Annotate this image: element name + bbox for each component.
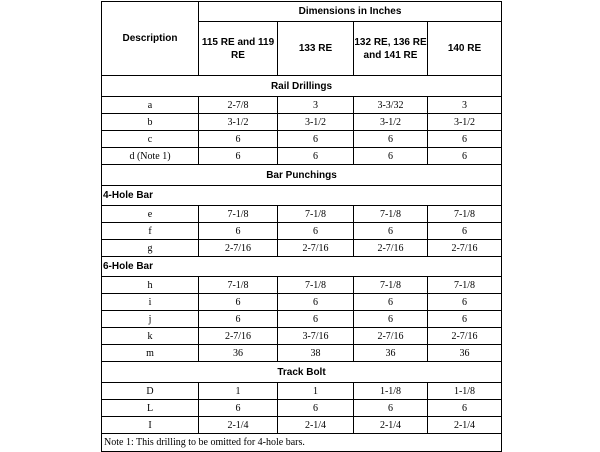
table-row (102, 148, 502, 165)
row-label: I (102, 417, 199, 434)
cell: 6 (428, 311, 502, 328)
cell: 6 (428, 400, 502, 417)
cell: 6 (354, 148, 428, 165)
cell: 6 (278, 294, 354, 311)
table-row (102, 223, 502, 240)
table-row (102, 206, 502, 223)
row-label: j (102, 311, 199, 328)
cell: 3-3/32 (354, 97, 428, 114)
cell: 7-1/8 (428, 277, 502, 294)
table-row (102, 240, 502, 257)
section-rail-drillings: Rail Drillings (102, 76, 502, 97)
cell: 7-1/8 (354, 277, 428, 294)
cell: 6 (278, 131, 354, 148)
cell: 2-1/4 (354, 417, 428, 434)
table-row (102, 400, 502, 417)
header-dimensions: Dimensions in Inches (199, 2, 502, 22)
table-row (102, 294, 502, 311)
cell: 6 (199, 400, 278, 417)
cell: 1-1/8 (428, 383, 502, 400)
cell: 36 (428, 345, 502, 362)
cell: 2-7/8 (199, 97, 278, 114)
cell: 6 (354, 294, 428, 311)
row-label: h (102, 277, 199, 294)
cell: 3-1/2 (278, 114, 354, 131)
cell: 3 (278, 97, 354, 114)
row-label: a (102, 97, 199, 114)
cell: 6 (199, 223, 278, 240)
cell: 6 (278, 400, 354, 417)
header-col-1: 115 RE and 119 RE (199, 22, 278, 76)
cell: 7-1/8 (278, 277, 354, 294)
table-row (102, 131, 502, 148)
cell: 6 (354, 311, 428, 328)
cell: 6 (354, 131, 428, 148)
header-description: Description (102, 2, 199, 76)
table-row (102, 417, 502, 434)
cell: 2-7/16 (428, 240, 502, 257)
cell: 6 (354, 223, 428, 240)
header-col-3: 132 RE, 136 RE and 141 RE (354, 22, 428, 76)
cell: 3 (428, 97, 502, 114)
cell: 36 (354, 345, 428, 362)
cell: 2-7/16 (354, 240, 428, 257)
cell: 3-1/2 (199, 114, 278, 131)
cell: 7-1/8 (199, 277, 278, 294)
row-label: e (102, 206, 199, 223)
cell: 6 (199, 311, 278, 328)
row-label: k (102, 328, 199, 345)
row-label: g (102, 240, 199, 257)
cell: 6 (354, 400, 428, 417)
cell: 3-7/16 (278, 328, 354, 345)
cell: 2-7/16 (278, 240, 354, 257)
dimensions-table-container (101, 1, 501, 452)
cell: 7-1/8 (199, 206, 278, 223)
table-note: Note 1: This drilling to be omitted for 4-hole bars. (102, 434, 502, 452)
table-row (102, 277, 502, 294)
cell: 6 (199, 148, 278, 165)
cell: 7-1/8 (354, 206, 428, 223)
row-label: f (102, 223, 199, 240)
cell: 2-7/16 (199, 328, 278, 345)
cell: 7-1/8 (278, 206, 354, 223)
table-row (102, 97, 502, 114)
cell: 6 (428, 223, 502, 240)
subsection-4-hole-bar: 4-Hole Bar (102, 186, 502, 206)
table-row (102, 383, 502, 400)
header-col-2: 133 RE (278, 22, 354, 76)
cell: 1 (278, 383, 354, 400)
row-label: L (102, 400, 199, 417)
row-label: c (102, 131, 199, 148)
table-row (102, 345, 502, 362)
cell: 36 (199, 345, 278, 362)
row-label: i (102, 294, 199, 311)
table-row (102, 311, 502, 328)
header-col-4: 140 RE (428, 22, 502, 76)
cell: 6 (199, 131, 278, 148)
row-label: b (102, 114, 199, 131)
cell: 6 (199, 294, 278, 311)
table-row (102, 114, 502, 131)
section-bar-punchings: Bar Punchings (102, 165, 502, 186)
cell: 3-1/2 (354, 114, 428, 131)
cell: 6 (278, 311, 354, 328)
row-label: D (102, 383, 199, 400)
section-track-bolt: Track Bolt (102, 362, 502, 383)
cell: 2-7/16 (428, 328, 502, 345)
table-row (102, 328, 502, 345)
cell: 2-7/16 (199, 240, 278, 257)
cell: 6 (428, 131, 502, 148)
cell: 6 (428, 148, 502, 165)
cell: 2-7/16 (354, 328, 428, 345)
dimensions-table (101, 1, 502, 452)
cell: 6 (278, 148, 354, 165)
row-label: d (Note 1) (102, 148, 199, 165)
cell: 2-1/4 (199, 417, 278, 434)
cell: 38 (278, 345, 354, 362)
cell: 6 (278, 223, 354, 240)
cell: 1 (199, 383, 278, 400)
cell: 1-1/8 (354, 383, 428, 400)
subsection-6-hole-bar: 6-Hole Bar (102, 257, 502, 277)
cell: 6 (428, 294, 502, 311)
row-label: m (102, 345, 199, 362)
cell: 7-1/8 (428, 206, 502, 223)
cell: 2-1/4 (278, 417, 354, 434)
cell: 2-1/4 (428, 417, 502, 434)
cell: 3-1/2 (428, 114, 502, 131)
